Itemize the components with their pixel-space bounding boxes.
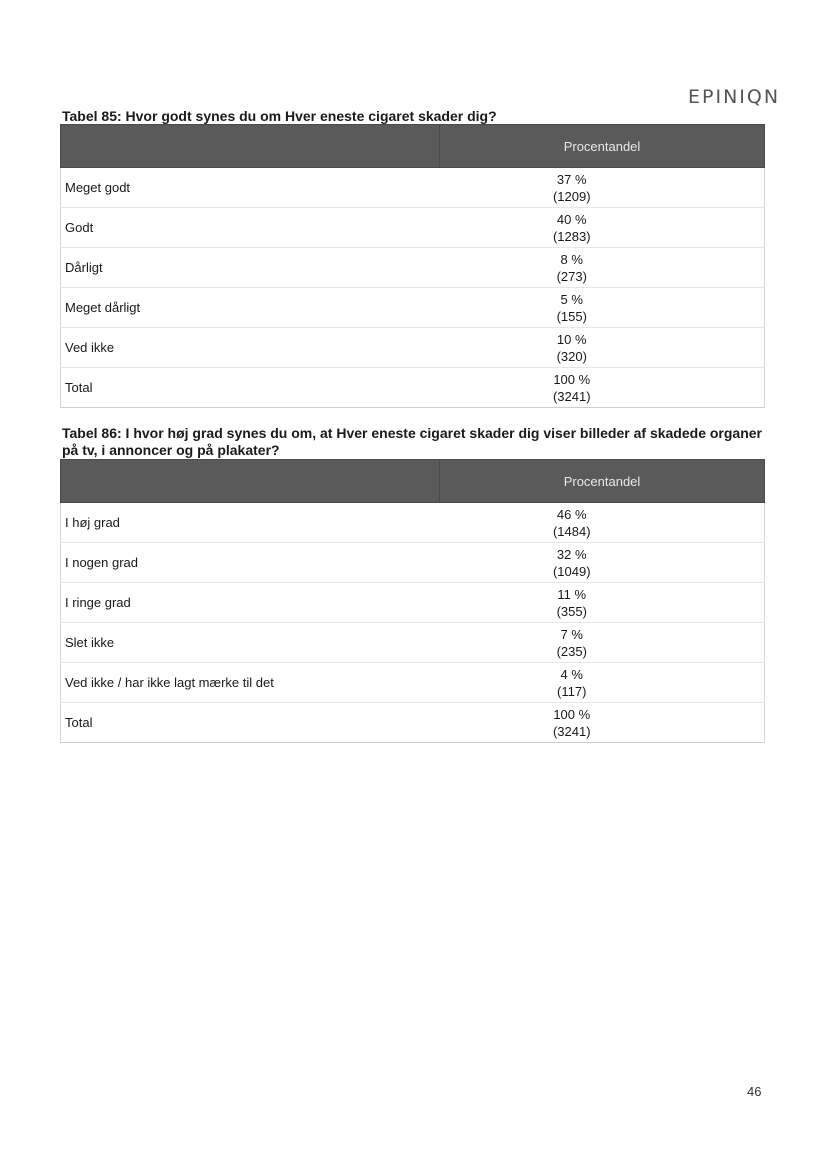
row-value — [440, 503, 765, 543]
row-value — [440, 583, 765, 623]
count-value: (355) — [556, 603, 587, 619]
count-value: (3241) — [552, 388, 591, 404]
table-row — [61, 168, 765, 208]
table-row — [61, 503, 765, 543]
percent-value: 8 % — [560, 251, 583, 267]
row-label: Slet ikke — [61, 623, 440, 663]
percent-value: 46 % — [556, 506, 587, 522]
row-label: Meget godt — [61, 168, 440, 208]
table-row — [61, 663, 765, 703]
row-label: Ved ikke / har ikke lagt mærke til det — [61, 663, 440, 703]
header-blank-cell — [61, 125, 440, 168]
row-value — [440, 208, 765, 248]
row-value — [440, 663, 765, 703]
row-value — [440, 368, 765, 408]
row-value — [440, 328, 765, 368]
table-row — [61, 208, 765, 248]
row-label: Godt — [61, 208, 440, 248]
total-row — [61, 703, 765, 743]
percent-value: 11 % — [557, 586, 587, 602]
percent-value: 4 % — [560, 666, 583, 682]
row-value — [440, 543, 765, 583]
row-label: I ringe grad — [61, 583, 440, 623]
header-blank-cell — [61, 460, 440, 503]
table-row — [61, 328, 765, 368]
page-number: 46 — [747, 1084, 762, 1099]
row-label: Ved ikke — [61, 328, 440, 368]
row-label: I høj grad — [61, 503, 440, 543]
count-value: (1209) — [552, 188, 591, 204]
table-row — [61, 583, 765, 623]
percent-value: 100 % — [553, 706, 591, 722]
row-value — [440, 703, 765, 743]
count-value: (320) — [556, 348, 587, 364]
row-label: Total — [61, 368, 440, 408]
total-row — [61, 368, 765, 408]
row-label: I nogen grad — [61, 543, 440, 583]
table-row — [61, 288, 765, 328]
table-header-row — [61, 125, 765, 168]
percent-value: 5 % — [560, 291, 583, 307]
row-value — [440, 288, 765, 328]
percent-value: 40 % — [556, 211, 587, 227]
percent-value: 100 % — [553, 371, 591, 387]
column-header-procentandel: Procentandel — [440, 460, 765, 503]
percent-value: 37 % — [556, 171, 587, 187]
table-row — [61, 623, 765, 663]
count-value: (155) — [556, 308, 587, 324]
table-header-row — [61, 460, 765, 503]
table-row — [61, 543, 765, 583]
table-85 — [60, 124, 765, 408]
row-label: Dårligt — [61, 248, 440, 288]
row-value — [440, 623, 765, 663]
brand-logo: EPINIQN — [688, 86, 781, 108]
row-label: Meget dårligt — [61, 288, 440, 328]
percent-value: 7 % — [560, 626, 583, 642]
row-value — [440, 168, 765, 208]
table-85-title: Tabel 85: Hvor godt synes du om Hver eneste cigaret skader dig? — [62, 108, 497, 124]
count-value: (235) — [556, 643, 587, 659]
percent-value: 32 % — [556, 546, 587, 562]
count-value: (1484) — [552, 523, 591, 539]
table-row — [61, 248, 765, 288]
row-label: Total — [61, 703, 440, 743]
row-value — [440, 248, 765, 288]
count-value: (273) — [556, 268, 587, 284]
count-value: (3241) — [552, 723, 591, 739]
table-86 — [60, 459, 765, 743]
count-value: (1049) — [552, 563, 591, 579]
column-header-procentandel: Procentandel — [440, 125, 765, 168]
count-value: (117) — [557, 683, 587, 699]
count-value: (1283) — [552, 228, 591, 244]
percent-value: 10 % — [556, 331, 587, 347]
table-86-title: Tabel 86: I hvor høj grad synes du om, at Hver eneste cigaret skader dig viser billeder af skadede organer på tv, i annoncer og på plakater? — [62, 425, 762, 458]
